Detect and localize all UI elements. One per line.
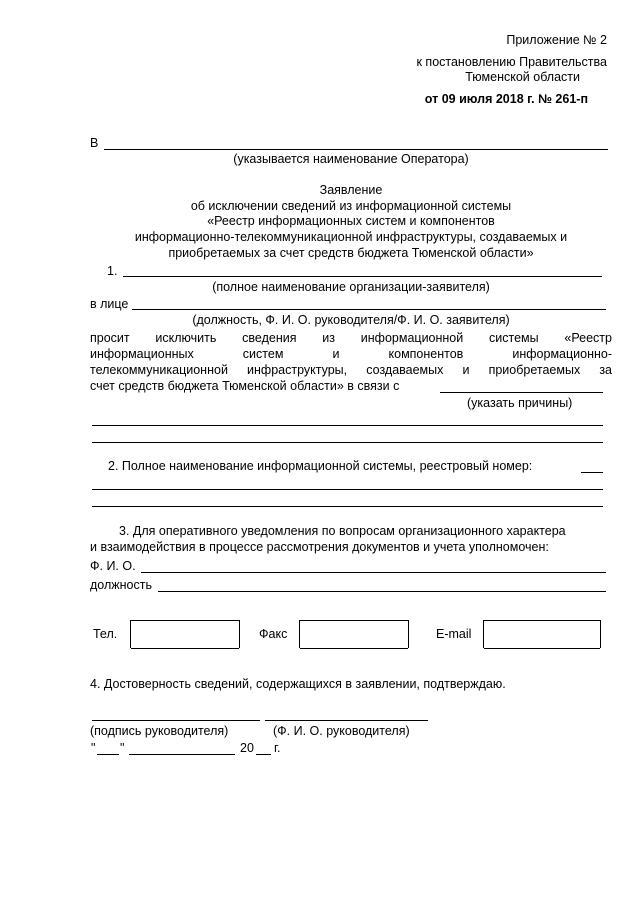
- fio-label: Ф. И. О.: [90, 559, 136, 573]
- system-name-line: [581, 472, 603, 473]
- addressee-prefix: В: [90, 136, 99, 150]
- reason-line: [92, 425, 603, 426]
- appendix-number: Приложение № 2: [506, 33, 607, 47]
- organization-name-line: [123, 276, 602, 277]
- head-name-line: [265, 720, 428, 721]
- date-month-line: [129, 754, 235, 755]
- person-line: [132, 309, 606, 310]
- date-year-suffix: г.: [274, 741, 281, 755]
- person-label: в лице: [90, 297, 129, 311]
- reason-line: [92, 442, 603, 443]
- request-text-line: просит исключить сведения из информационной системы «Реестр: [90, 331, 612, 345]
- document-subtitle-line: приобретаемых за счет средств бюджета Тюменской области»: [168, 246, 534, 260]
- position-label: должность: [90, 578, 152, 592]
- request-text-line: информационных систем и компонентов информационно-: [90, 347, 612, 361]
- resolution-date-number: от 09 июля 2018 г. № 261-п: [424, 92, 588, 106]
- document-subtitle-line: об исключении сведений из информационной системы: [190, 199, 512, 213]
- organization-name-hint: (полное наименование организации-заявителя): [212, 280, 490, 294]
- section-1-number: 1.: [107, 264, 118, 278]
- date-quote-close: ": [120, 741, 125, 755]
- person-hint: (должность, Ф. И. О. руководителя/Ф. И. О. заявителя): [192, 313, 510, 327]
- document-subtitle-line: информационно-телекоммуникационной инфраструктуры, создаваемых и: [134, 230, 568, 244]
- reason-hint: (указать причины): [467, 396, 573, 410]
- signature-hint: (подпись руководителя): [90, 724, 229, 738]
- region-name: Тюменской области: [465, 70, 580, 84]
- section-3-text: 3. Для оперативного уведомления по вопросам организационного характера: [119, 524, 566, 538]
- date-quote-open: ": [91, 741, 96, 755]
- date-year-prefix: 20: [240, 741, 254, 755]
- fax-label: Факс: [259, 627, 288, 641]
- phone-field[interactable]: [130, 620, 240, 648]
- email-field[interactable]: [483, 620, 601, 648]
- addressee-hint: (указывается наименование Оператора): [233, 152, 469, 166]
- email-label: E-mail: [436, 627, 472, 641]
- system-name-line: [92, 489, 603, 490]
- system-name-line: [92, 506, 603, 507]
- date-year-line: [256, 754, 271, 755]
- position-line: [158, 591, 606, 592]
- addressee-line: [104, 149, 608, 150]
- section-3-text: и взаимодействия в процессе рассмотрения документов и учета уполномочен:: [90, 540, 549, 554]
- document-title: Заявление: [319, 183, 383, 197]
- request-text-line: счет средств бюджета Тюменской области» в связи с: [90, 379, 400, 393]
- date-day-line: [97, 754, 119, 755]
- phone-label: Тел.: [93, 627, 118, 641]
- document-subtitle-line: «Реестр информационных систем и компонентов: [207, 214, 495, 228]
- signature-line: [92, 720, 260, 721]
- reason-line: [440, 392, 603, 393]
- head-name-hint: (Ф. И. О. руководителя): [273, 724, 410, 738]
- section-2-text: 2. Полное наименование информационной системы, реестровый номер:: [108, 459, 533, 473]
- section-4-text: 4. Достоверность сведений, содержащихся в заявлении, подтверждаю.: [90, 677, 506, 691]
- fio-line: [141, 572, 606, 573]
- request-text-line: телекоммуникационной инфраструктуры, создаваемых и приобретаемых за: [90, 363, 612, 377]
- fax-field[interactable]: [299, 620, 409, 648]
- resolution-reference: к постановлению Правительства: [416, 55, 607, 69]
